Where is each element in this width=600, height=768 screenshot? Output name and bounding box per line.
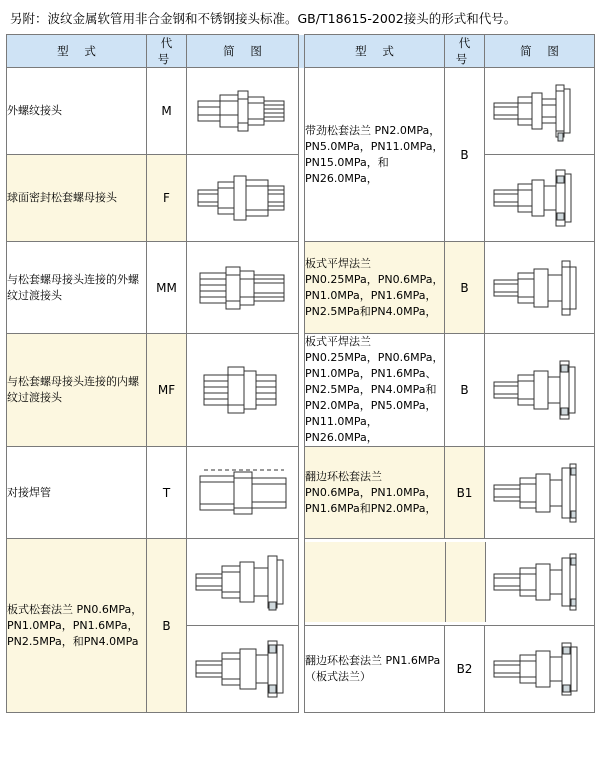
row-code-ribbed-flange: B — [445, 68, 485, 242]
lap-joint-flange-figure — [485, 447, 595, 539]
standards-table — [6, 34, 595, 713]
header-code-right: 代 号 — [445, 35, 485, 68]
row-code-lap-joint-flange: B1 — [445, 447, 485, 539]
lap-joint-flange-figure-2 — [305, 539, 595, 626]
plate-loose-flange-figure — [187, 539, 299, 626]
row-type-lap-joint-flange: 翻边环松套法兰 PN0.6MPa，PN1.0MPa，PN1.6MPa和PN2.0MPa， — [305, 447, 445, 539]
header-figure-left: 简 图 — [187, 35, 299, 68]
table-row — [7, 447, 595, 539]
row-type-MF: 与松套螺母接头连接的内螺纹过渡接头 — [7, 334, 147, 447]
table-row — [7, 539, 595, 626]
row-code-MM: MM — [147, 242, 187, 334]
column-gap — [299, 155, 305, 242]
page-title: 另附：波纹金属软管用非合金钢和不锈钢接头标准。GB/T18615-2002接头的形式和代号。 — [10, 11, 517, 26]
row-code-T: T — [147, 447, 187, 539]
row-type-plate-welding-flange: 板式平焊法兰 PN0.25MPa，PN0.6MPa，PN1.0MPa，PN1.6MPa，PN2.5MPa和PN4.0MPa， — [305, 242, 445, 334]
row-type-MM: 与松套螺母接头连接的外螺纹过渡接头 — [7, 242, 147, 334]
table-row — [7, 242, 595, 334]
plate-welding-flange-2-figure — [485, 334, 595, 447]
table-header-row — [7, 35, 595, 68]
plate-loose-flange-figure-2 — [187, 626, 299, 713]
butt-weld-pipe-figure — [187, 447, 299, 539]
row-type-plate-loose-flange: 板式松套法兰 PN0.6MPa，PN1.0MPa，PN1.6MPa，PN2.5MPa，和PN4.0MPa — [7, 539, 147, 713]
row-type-lap-joint-flange-cont — [305, 542, 445, 622]
row-type-T: 对接焊管 — [7, 447, 147, 539]
row-code-plate-welding-flange: B — [445, 242, 485, 334]
row-type-F: 球面密封松套螺母接头 — [7, 155, 147, 242]
header-type-left: 型 式 — [7, 35, 147, 68]
header-code-left: 代 号 — [147, 35, 187, 68]
row-code-plate-welding-flange-2: B — [445, 334, 485, 447]
header-figure-right: 简 图 — [485, 35, 595, 68]
plate-welding-flange-figure — [485, 242, 595, 334]
row-code-lap-joint-flange-cont — [445, 542, 485, 622]
table-row — [7, 68, 595, 155]
row-code-M: M — [147, 68, 187, 155]
row-type-ribbed-flange: 带劲松套法兰 PN2.0MPa，PN5.0MPa，PN11.0MPa，PN15.0MPa，和PN26.0MPa， — [305, 68, 445, 242]
lap-joint-flange-2-figure — [485, 626, 595, 713]
row-code-MF: MF — [147, 334, 187, 447]
header-type-right: 型 式 — [305, 35, 445, 68]
female-transition-connector-figure — [187, 334, 299, 447]
lap-joint-flange-svg-2 — [485, 542, 595, 622]
row-type-M: 外螺纹接头 — [7, 68, 147, 155]
male-transition-connector-figure — [187, 242, 299, 334]
row-code-F: F — [147, 155, 187, 242]
table-row — [7, 155, 595, 242]
table-row — [7, 334, 595, 447]
row-type-plate-welding-flange-2: 板式平焊法兰 PN0.25MPa，PN0.6MPa，PN1.0MPa，PN1.6MPa、PN2.5MPa，PN4.0MPa和PN2.0MPa，PN5.0MPa，PN11.0MPa，PN26.0MPa， — [305, 334, 445, 447]
ribbed-loose-flange-figure — [485, 68, 595, 155]
row-code-lap-joint-flange-b2: B2 — [445, 626, 485, 713]
threaded-male-connector-figure — [187, 68, 299, 155]
row-type-lap-joint-flange-b2: 翻边环松套法兰 PN1.6MPa（板式法兰） — [305, 626, 445, 713]
row-code-plate-loose-flange: B — [147, 539, 187, 713]
ribbed-loose-flange-figure-2 — [485, 155, 595, 242]
spherical-seal-union-nut-figure — [187, 155, 299, 242]
